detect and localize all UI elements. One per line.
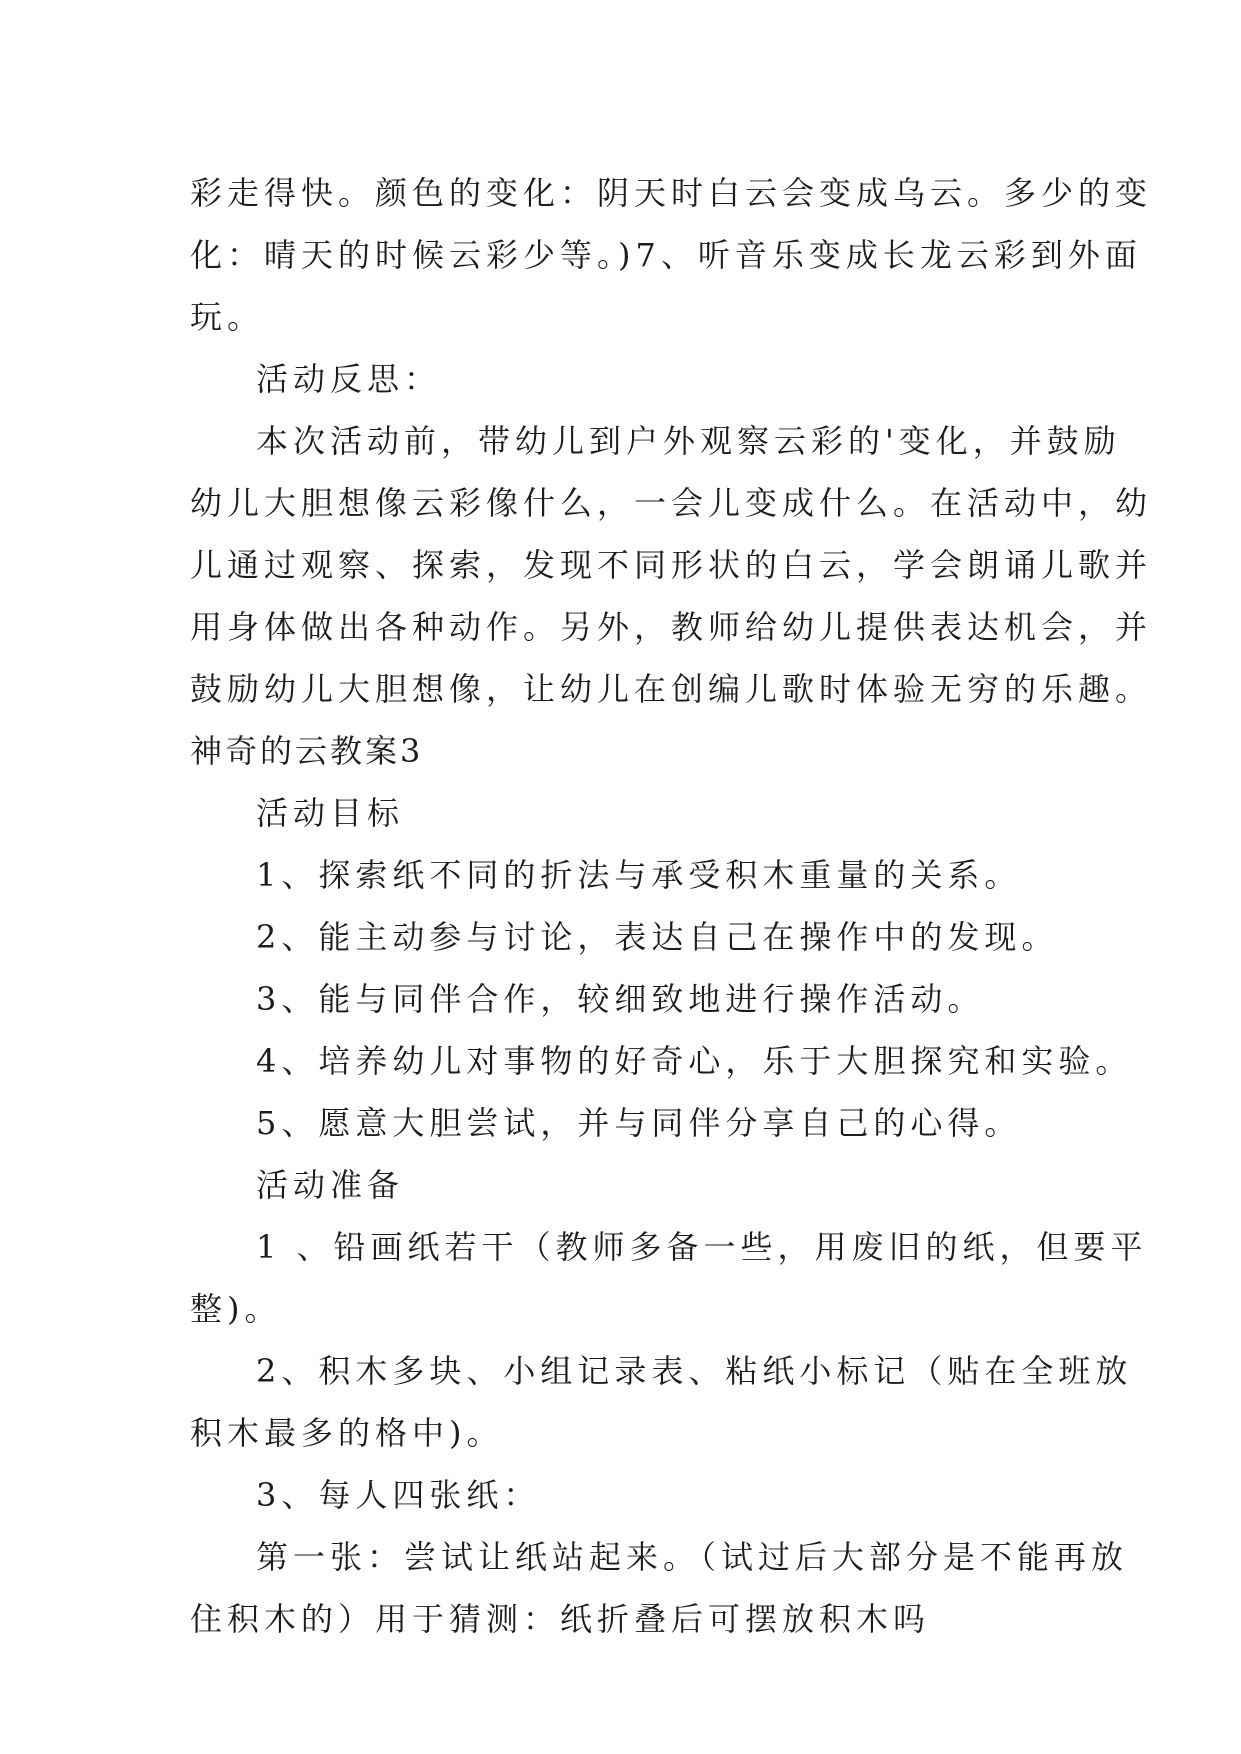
goal-item: 3、能与同伴合作，较细致地进行操作活动。 <box>256 980 985 1018</box>
goal-item: 2、能主动参与讨论，表达自己在操作中的发现。 <box>256 918 1059 956</box>
paragraph-line: 用身体做出各种动作。另外，教师给幼儿提供表达机会，并 <box>190 608 1153 646</box>
paragraph-line: 幼儿大胆想像云彩像什么，一会儿变成什么。在活动中，幼 <box>190 484 1153 522</box>
preparation-item-continued: 整)。 <box>190 1290 282 1328</box>
document-body <box>190 162 1153 1650</box>
lesson-title: 神奇的云教案3 <box>190 732 424 770</box>
goal-item: 4、培养幼儿对事物的好奇心，乐于大胆探究和实验。 <box>256 1042 1133 1080</box>
paragraph-line: 玩。 <box>190 298 265 336</box>
section-heading-reflection: 活动反思： <box>256 360 442 398</box>
paragraph-line: 本次活动前，带幼儿到户外观察云彩的'变化，并鼓励 <box>256 422 1121 460</box>
preparation-item: 1 、铅画纸若干（教师多备一些，用废旧的纸，但要平 <box>256 1228 1148 1266</box>
paragraph-line: 彩走得快。颜色的变化：阴天时白云会变成乌云。多少的变 <box>190 174 1153 212</box>
paragraph-line: 儿通过观察、探索，发现不同形状的白云，学会朗诵儿歌并 <box>190 546 1153 584</box>
paragraph-line: 住积木的）用于猜测：纸折叠后可摆放积木吗 <box>190 1600 931 1638</box>
preparation-item: 2、积木多块、小组记录表、粘纸小标记（贴在全班放 <box>256 1352 1133 1390</box>
section-heading-preparation: 活动准备 <box>256 1166 405 1204</box>
preparation-item: 3、每人四张纸： <box>256 1476 541 1514</box>
goal-item: 1、探索纸不同的折法与承受积木重量的关系。 <box>256 856 1022 894</box>
paragraph-line: 鼓励幼儿大胆想像，让幼儿在创编儿歌时体验无穷的乐趣。 <box>190 670 1153 708</box>
section-heading-goals: 活动目标 <box>256 794 405 832</box>
goal-item: 5、愿意大胆尝试，并与同伴分享自己的心得。 <box>256 1104 1022 1142</box>
paragraph-line: 第一张：尝试让纸站起来。（试过后大部分是不能再放 <box>256 1538 1129 1576</box>
preparation-item-continued: 积木最多的格中)。 <box>190 1414 504 1452</box>
paragraph-line: 化：晴天的时候云彩少等。)7、听音乐变成长龙云彩到外面 <box>190 236 1142 274</box>
